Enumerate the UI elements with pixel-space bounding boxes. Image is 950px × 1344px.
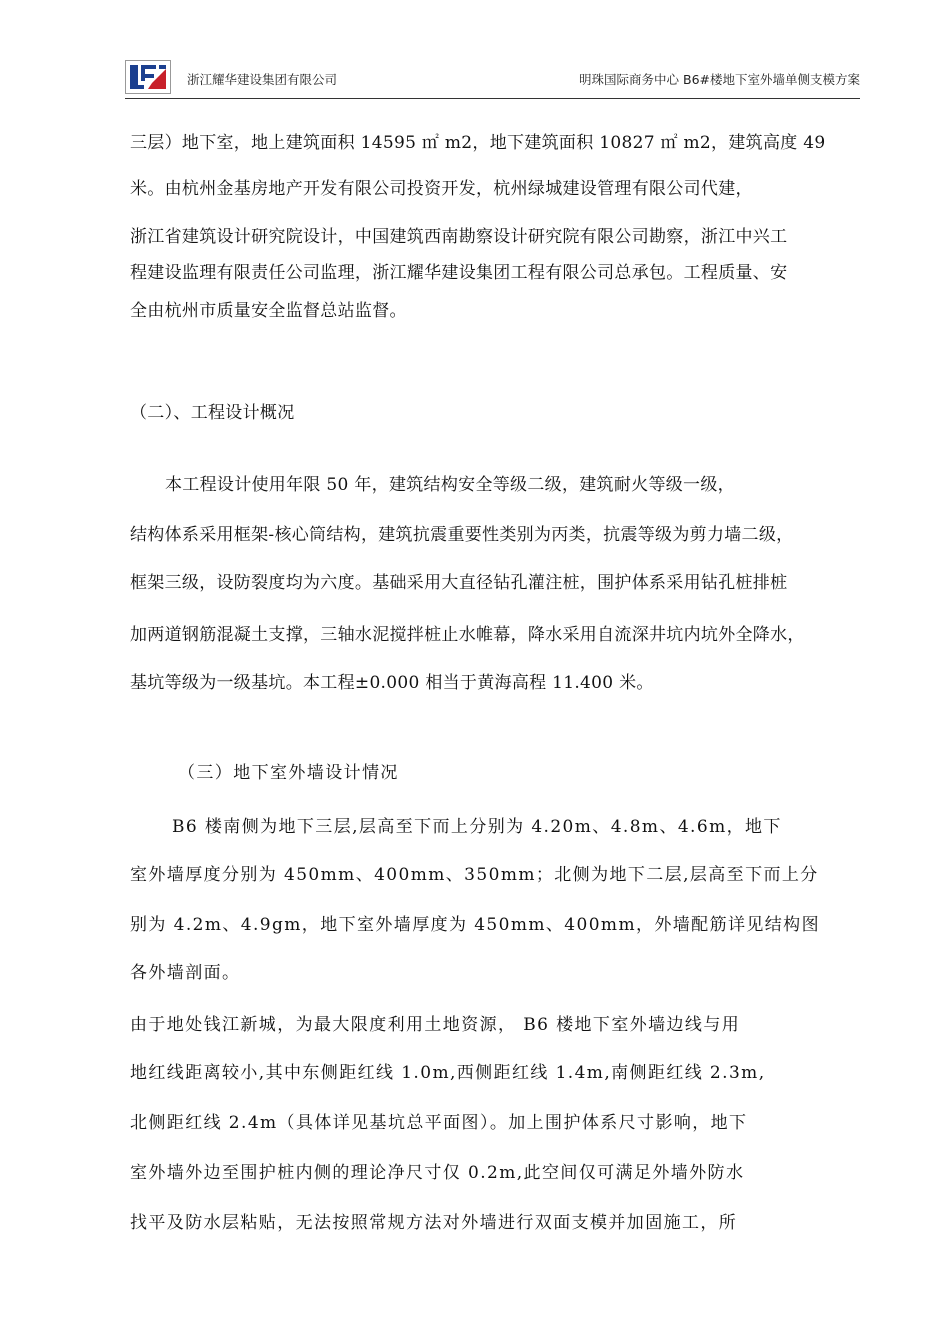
paragraph-line: 地红线距离较小,其中东侧距红线 1.0m,西侧距红线 1.4m,南侧距红线 2.3m, bbox=[130, 1063, 766, 1083]
paragraph-line: 结构体系采用框架-核心筒结构，建筑抗震重要性类别为丙类，抗震等级为剪力墙二级， bbox=[130, 525, 794, 545]
paragraph-line: 全由杭州市质量安全监督总站监督。 bbox=[130, 301, 407, 321]
paragraph-line: 米。由杭州金基房地产开发有限公司投资开发，杭州绿城建设管理有限公司代建， bbox=[130, 179, 753, 199]
company-name: 浙江耀华建设集团有限公司 bbox=[187, 72, 338, 87]
document-title: 明珠国际商务中心 B6#楼地下室外墙单侧支模方案 bbox=[579, 72, 860, 87]
paragraph-line: 浙江省建筑设计研究院设计，中国建筑西南勘察设计研究院有限公司勘察，浙江中兴工 bbox=[130, 227, 788, 247]
paragraph-line: 加两道钢筋混凝土支撑，三轴水泥搅拌桩止水帷幕，降水采用自流深井坑内坑外全降水， bbox=[130, 625, 805, 645]
paragraph-line: 基坑等级为一级基坑。本工程±0.000 相当于黄海高程 11.400 米。 bbox=[130, 673, 654, 693]
page-header bbox=[125, 58, 860, 99]
section-heading-design-overview: （二）、工程设计概况 bbox=[130, 403, 295, 423]
paragraph-line: 三层）地下室，地上建筑面积 14595 ㎡ m2，地下建筑面积 10827 ㎡ m2，建筑高度 49 bbox=[130, 133, 826, 153]
section-heading-basement-wall: （三）地下室外墙设计情况 bbox=[178, 763, 399, 783]
paragraph-line: 北侧距红线 2.4m（具体详见基坑总平面图）。加上围护体系尺寸影响，地下 bbox=[130, 1113, 748, 1133]
paragraph-line: 室外墙厚度分别为 450mm、400mm、350mm；北侧为地下二层,层高至下而上分 bbox=[130, 865, 819, 885]
paragraph-line: 框架三级，设防裂度均为六度。基础采用大直径钻孔灌注桩，围护体系采用钻孔桩排桩 bbox=[130, 573, 788, 593]
paragraph-line: 找平及防水层粘贴，无法按照常规方法对外墙进行双面支模并加固施工，所 bbox=[130, 1213, 738, 1233]
paragraph-line: 由于地处钱江新城，为最大限度利用土地资源， B6 楼地下室外墙边线与用 bbox=[130, 1015, 741, 1035]
paragraph-line: 本工程设计使用年限 50 年，建筑结构安全等级二级，建筑耐火等级一级， bbox=[165, 475, 735, 495]
paragraph-line: 别为 4.2m、4.9gm，地下室外墙厚度为 450mm、400mm，外墙配筋详见结构图 bbox=[130, 915, 820, 935]
paragraph-line: 各外墙剖面。 bbox=[130, 963, 241, 983]
paragraph-line: B6 楼南侧为地下三层,层高至下而上分别为 4.20m、4.8m、4.6m，地下 bbox=[172, 817, 782, 837]
company-logo bbox=[125, 60, 171, 94]
paragraph-line: 室外墙外边至围护桩内侧的理论净尺寸仅 0.2m,此空间仅可满足外墙外防水 bbox=[130, 1163, 745, 1183]
paragraph-line: 程建设监理有限责任公司监理，浙江耀华建设集团工程有限公司总承包。工程质量、安 bbox=[130, 263, 788, 283]
